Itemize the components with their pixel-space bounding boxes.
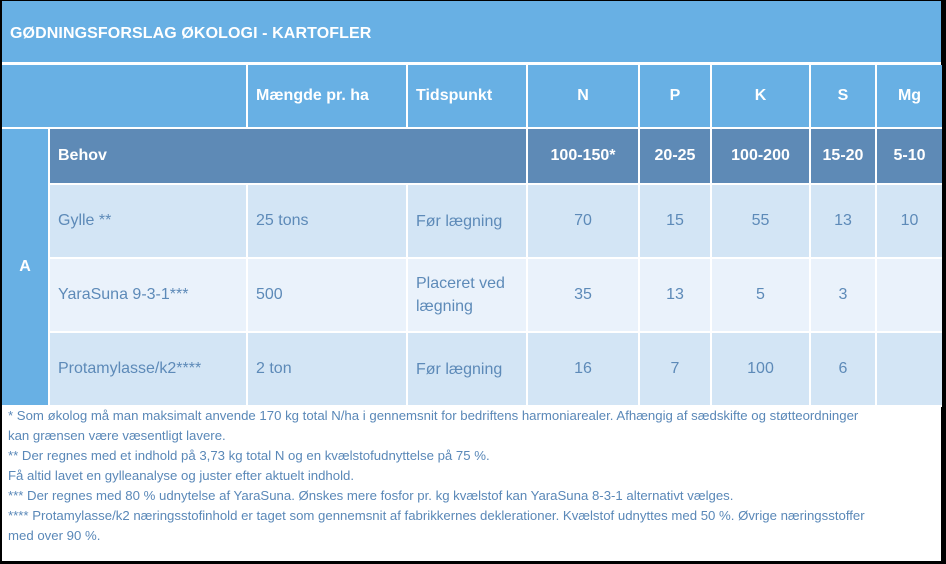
header-k: K xyxy=(712,65,811,129)
row-s: 3 xyxy=(811,259,877,333)
group-label: A xyxy=(2,129,50,407)
table-row xyxy=(2,259,942,333)
fertilizer-table-slide xyxy=(2,1,941,561)
behov-n: 100-150* xyxy=(528,129,640,185)
row-p: 15 xyxy=(640,185,712,259)
page-title: GØDNINGSFORSLAG ØKOLOGI - KARTOFLER xyxy=(10,24,372,42)
header-blank xyxy=(2,65,248,129)
behov-mg: 5-10 xyxy=(877,129,942,185)
behov-p: 20-25 xyxy=(640,129,712,185)
row-time: Før lægning xyxy=(408,185,528,259)
row-mg xyxy=(877,333,942,407)
fertilizer-table xyxy=(2,65,942,407)
row-mg: 10 xyxy=(877,185,942,259)
behov-k: 100-200 xyxy=(712,129,811,185)
row-s: 6 xyxy=(811,333,877,407)
row-name: Protamylasse/k2**** xyxy=(50,333,248,407)
row-amount: 25 tons xyxy=(248,185,408,259)
row-n: 70 xyxy=(528,185,640,259)
row-k: 55 xyxy=(712,185,811,259)
row-name: YaraSuna 9-3-1*** xyxy=(50,259,248,333)
header-row xyxy=(2,65,942,129)
header-amount: Mængde pr. ha xyxy=(248,65,408,129)
title-band xyxy=(2,1,941,62)
row-time: Før lægning xyxy=(408,333,528,407)
footnote-line: kan grænsen være væsentligt lavere. xyxy=(8,428,226,443)
footnotes xyxy=(8,406,938,546)
row-mg xyxy=(877,259,942,333)
header-n: N xyxy=(528,65,640,129)
row-time: Placeret ved lægning xyxy=(408,259,528,333)
row-amount: 500 xyxy=(248,259,408,333)
row-s: 13 xyxy=(811,185,877,259)
footnote-line: med over 90 %. xyxy=(8,528,101,543)
header-mg: Mg xyxy=(877,65,942,129)
header-p: P xyxy=(640,65,712,129)
row-name: Gylle ** xyxy=(50,185,248,259)
row-k: 100 xyxy=(712,333,811,407)
footnote-line: *** Der regnes med 80 % udnytelse af YaraSuna. Ønskes mere fosfor pr. kg kvælstof kan YaraSuna 8-3-1 alternativt vælges. xyxy=(8,488,734,503)
row-n: 16 xyxy=(528,333,640,407)
row-p: 7 xyxy=(640,333,712,407)
behov-label: Behov xyxy=(50,129,528,185)
header-s: S xyxy=(811,65,877,129)
table-row xyxy=(2,185,942,259)
table-row xyxy=(2,333,942,407)
footnote-line: * Som økolog må man maksimalt anvende 170 kg total N/ha i gennemsnit for bedriftens harmoniarealer. Afhængig af sædskifte og støtteordninger xyxy=(8,408,859,423)
footnote-line: **** Protamylasse/k2 næringsstofinhold er taget som gennemsnit af fabrikkernes deklerationer. Kvælstof udnyttes med 50 %. Øvrige næringsstoffer xyxy=(8,508,865,523)
row-amount: 2 ton xyxy=(248,333,408,407)
behov-row xyxy=(2,129,942,185)
row-k: 5 xyxy=(712,259,811,333)
footnote-line: ** Der regnes med et indhold på 3,73 kg total N og en kvælstofudnyttelse på 75 %. xyxy=(8,448,490,463)
footnote-line: Få altid lavet en gylleanalyse og juster efter aktuelt indhold. xyxy=(8,468,355,483)
row-n: 35 xyxy=(528,259,640,333)
row-p: 13 xyxy=(640,259,712,333)
behov-s: 15-20 xyxy=(811,129,877,185)
header-time: Tidspunkt xyxy=(408,65,528,129)
